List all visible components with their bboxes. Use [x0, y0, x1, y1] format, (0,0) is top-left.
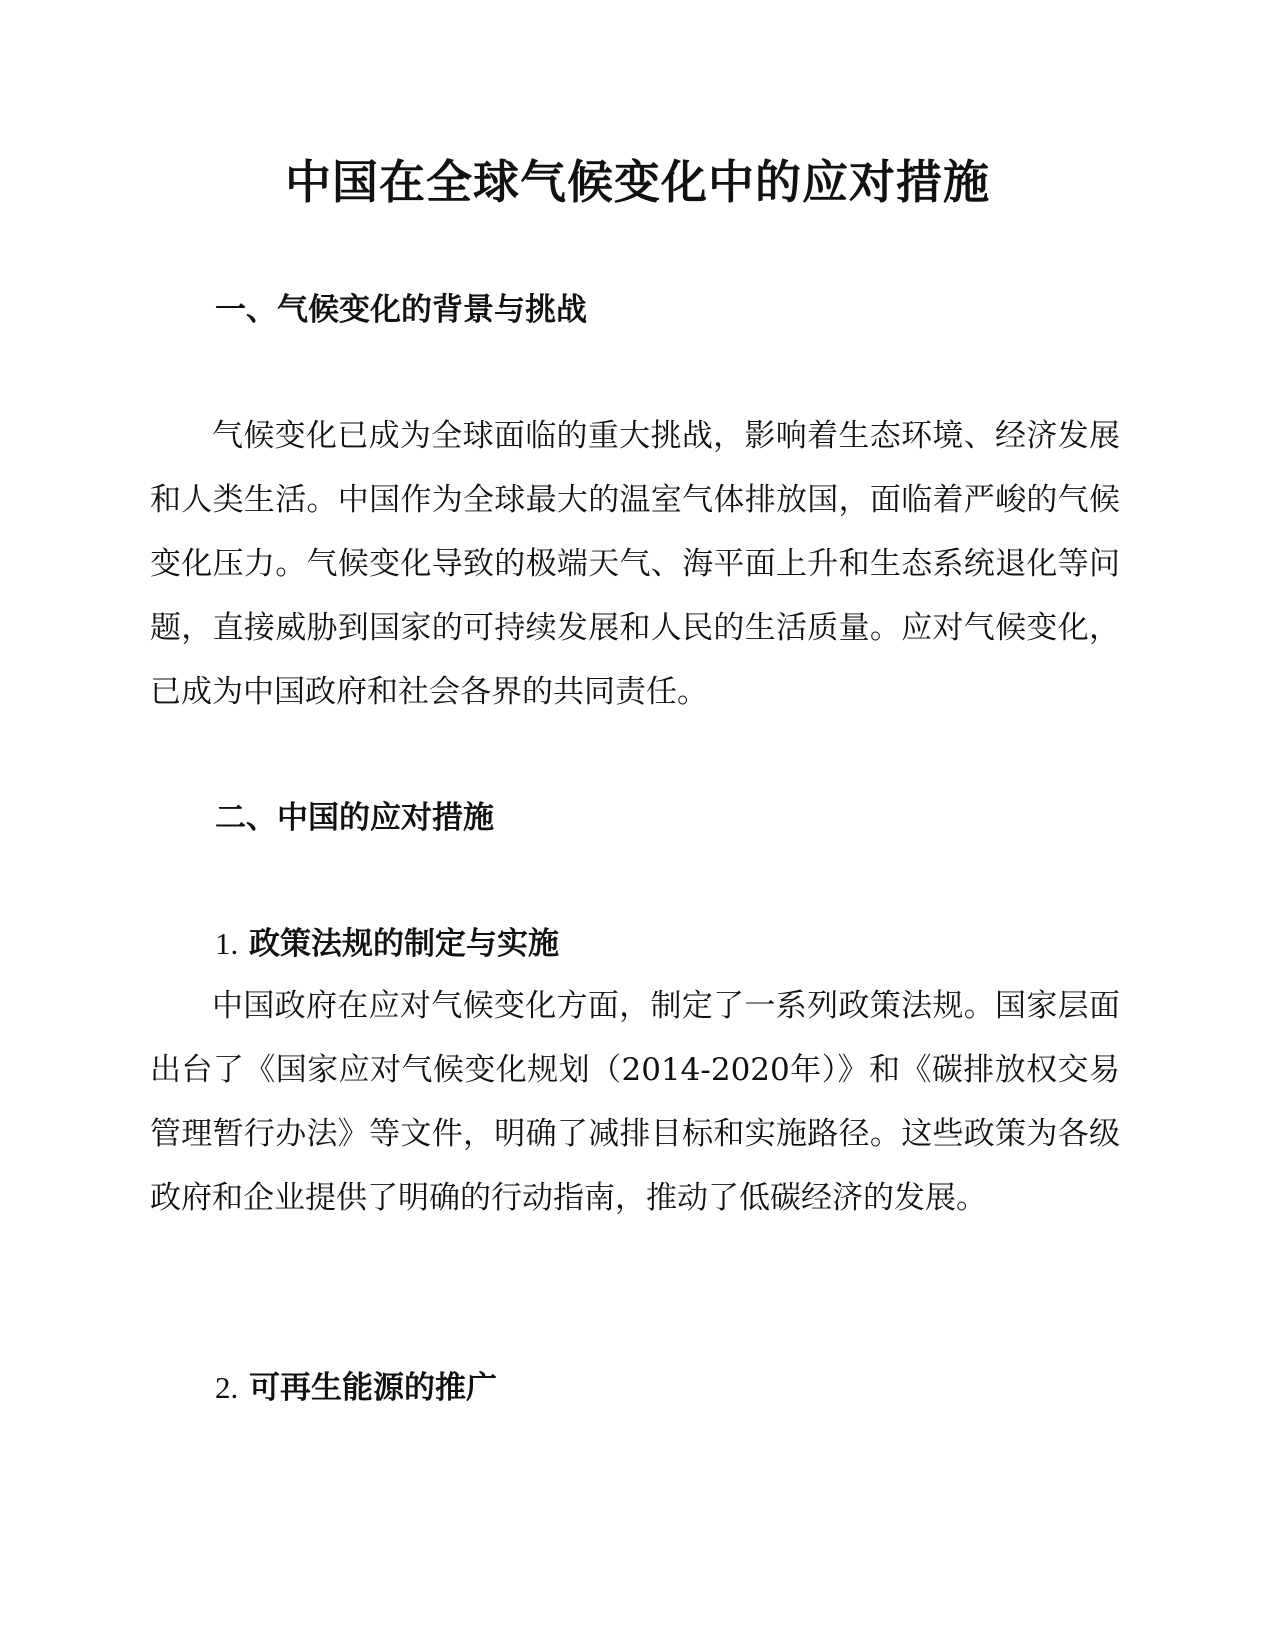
section-1-paragraph: 气候变化已成为全球面临的重大挑战，影响着生态环境、经济发展和人类生活。中国作为全球最大的温室气体排放国，面临着严峻的气候变化压力。气候变化导致的极端天气、海平面上升和生态系统退化等问题，直接威胁到国家的可持续发展和人民的生活质量。应对气候变化，已成为中国政府和社会各界的共同责任。 — [150, 418, 1120, 710]
subsection-1-paragraph: 中国政府在应对气候变化方面，制定了一系列政策法规。国家层面出台了《国家应对气候变化规划（2014-2020年）》和《碳排放权交易管理暂行办法》等文件，明确了减排目标和实施路径。这些政策为各级政府和企业提供了明确的行动指南，推动了低碳经济的发展。 — [150, 988, 1120, 1216]
subsection-1-title: 政策法规的制定与实施 — [249, 926, 560, 962]
subsection-2-heading — [215, 1366, 497, 1410]
document-title: 中国在全球气候变化中的应对措施 — [285, 155, 990, 209]
subsection-2-number: 2. — [215, 1370, 239, 1405]
section-2-heading: 二、中国的应对措施 — [215, 800, 494, 836]
section-1-heading: 一、气候变化的背景与挑战 — [215, 292, 587, 328]
subsection-2-title: 可再生能源的推广 — [249, 1370, 498, 1406]
subsection-1-heading — [215, 922, 559, 966]
subsection-1-number: 1. — [215, 926, 239, 961]
